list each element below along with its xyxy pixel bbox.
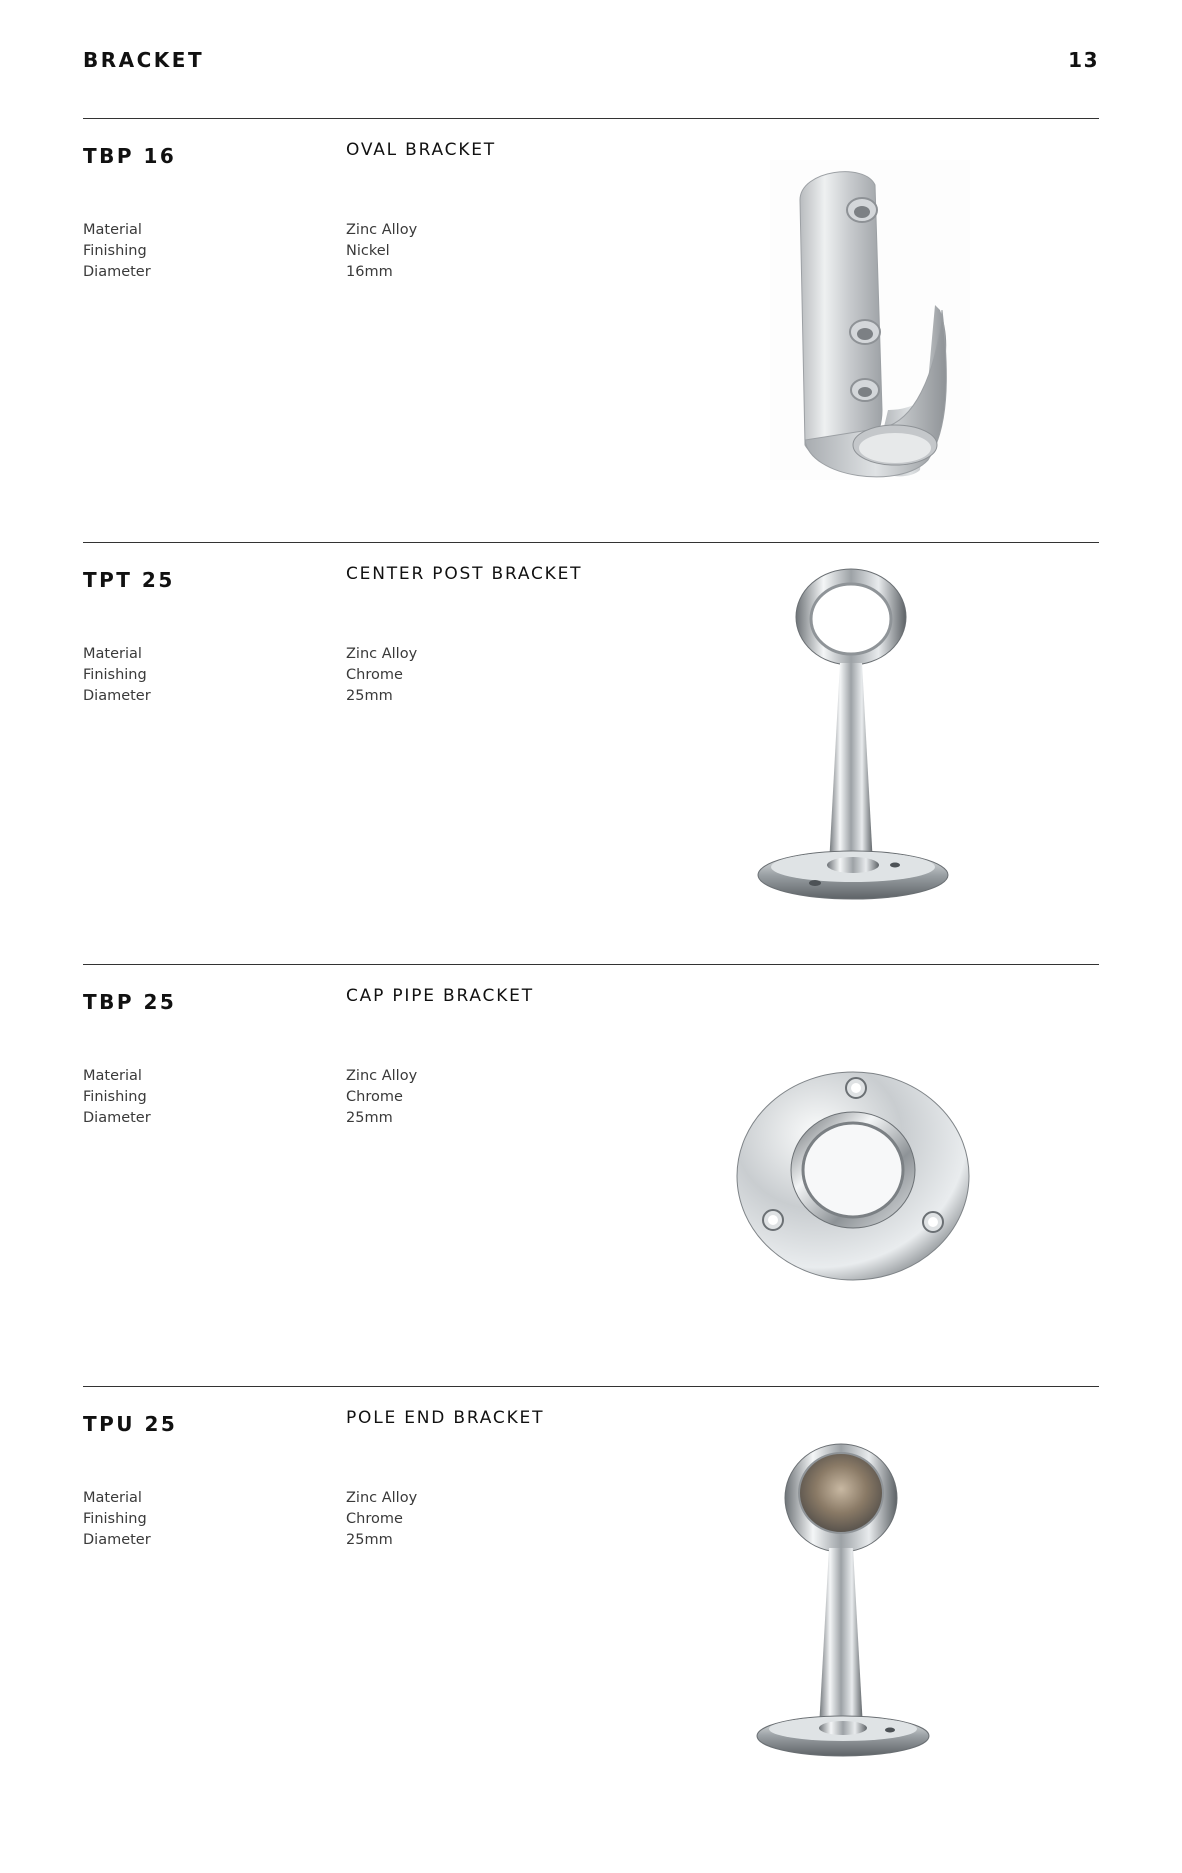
page-title: BRACKET — [83, 48, 205, 72]
finishing-value: Nickel — [346, 243, 390, 259]
material-value: Zinc Alloy — [346, 646, 418, 662]
finishing-value: Chrome — [346, 667, 403, 683]
diameter-label: Diameter — [83, 264, 151, 280]
section-divider — [83, 542, 1099, 543]
product-code: TBP 16 — [83, 144, 177, 168]
diameter-label: Diameter — [83, 1110, 151, 1126]
product-name: CAP PIPE BRACKET — [346, 986, 534, 1006]
material-value: Zinc Alloy — [346, 1490, 418, 1506]
center-post-bracket-icon — [755, 565, 955, 905]
product-section-pole-end-bracket — [83, 1386, 1099, 1766]
material-label: Material — [83, 222, 142, 238]
spec-labels — [83, 644, 151, 707]
diameter-label: Diameter — [83, 688, 151, 704]
material-label: Material — [83, 1490, 142, 1506]
spec-values — [346, 1488, 417, 1551]
finishing-label: Finishing — [83, 1089, 147, 1105]
material-value: Zinc Alloy — [346, 1068, 418, 1084]
spec-values — [346, 644, 417, 707]
spec-values — [346, 220, 417, 283]
finishing-value: Chrome — [346, 1511, 403, 1527]
diameter-value: 25mm — [346, 1532, 393, 1548]
diameter-label: Diameter — [83, 1532, 151, 1548]
material-label: Material — [83, 646, 142, 662]
spec-labels — [83, 1488, 151, 1551]
finishing-value: Chrome — [346, 1089, 403, 1105]
material-value: Zinc Alloy — [346, 222, 418, 238]
section-divider — [83, 118, 1099, 119]
spec-labels — [83, 220, 151, 283]
oval-bracket-icon — [770, 160, 970, 480]
diameter-value: 25mm — [346, 1110, 393, 1126]
finishing-label: Finishing — [83, 1511, 147, 1527]
cap-pipe-bracket-icon — [733, 1070, 973, 1285]
product-name: POLE END BRACKET — [346, 1408, 545, 1428]
product-code: TPT 25 — [83, 568, 175, 592]
diameter-value: 16mm — [346, 264, 393, 280]
diameter-value: 25mm — [346, 688, 393, 704]
finishing-label: Finishing — [83, 667, 147, 683]
spec-labels — [83, 1066, 151, 1129]
section-divider — [83, 1386, 1099, 1387]
page-number: 13 — [1068, 48, 1099, 72]
page-header — [83, 48, 1099, 76]
material-label: Material — [83, 1068, 142, 1084]
product-code: TPU 25 — [83, 1412, 178, 1436]
finishing-label: Finishing — [83, 243, 147, 259]
product-name: CENTER POST BRACKET — [346, 564, 583, 584]
pole-end-bracket-icon — [755, 1438, 945, 1758]
spec-values — [346, 1066, 417, 1129]
product-name: OVAL BRACKET — [346, 140, 496, 160]
section-divider — [83, 964, 1099, 965]
product-code: TBP 25 — [83, 990, 177, 1014]
